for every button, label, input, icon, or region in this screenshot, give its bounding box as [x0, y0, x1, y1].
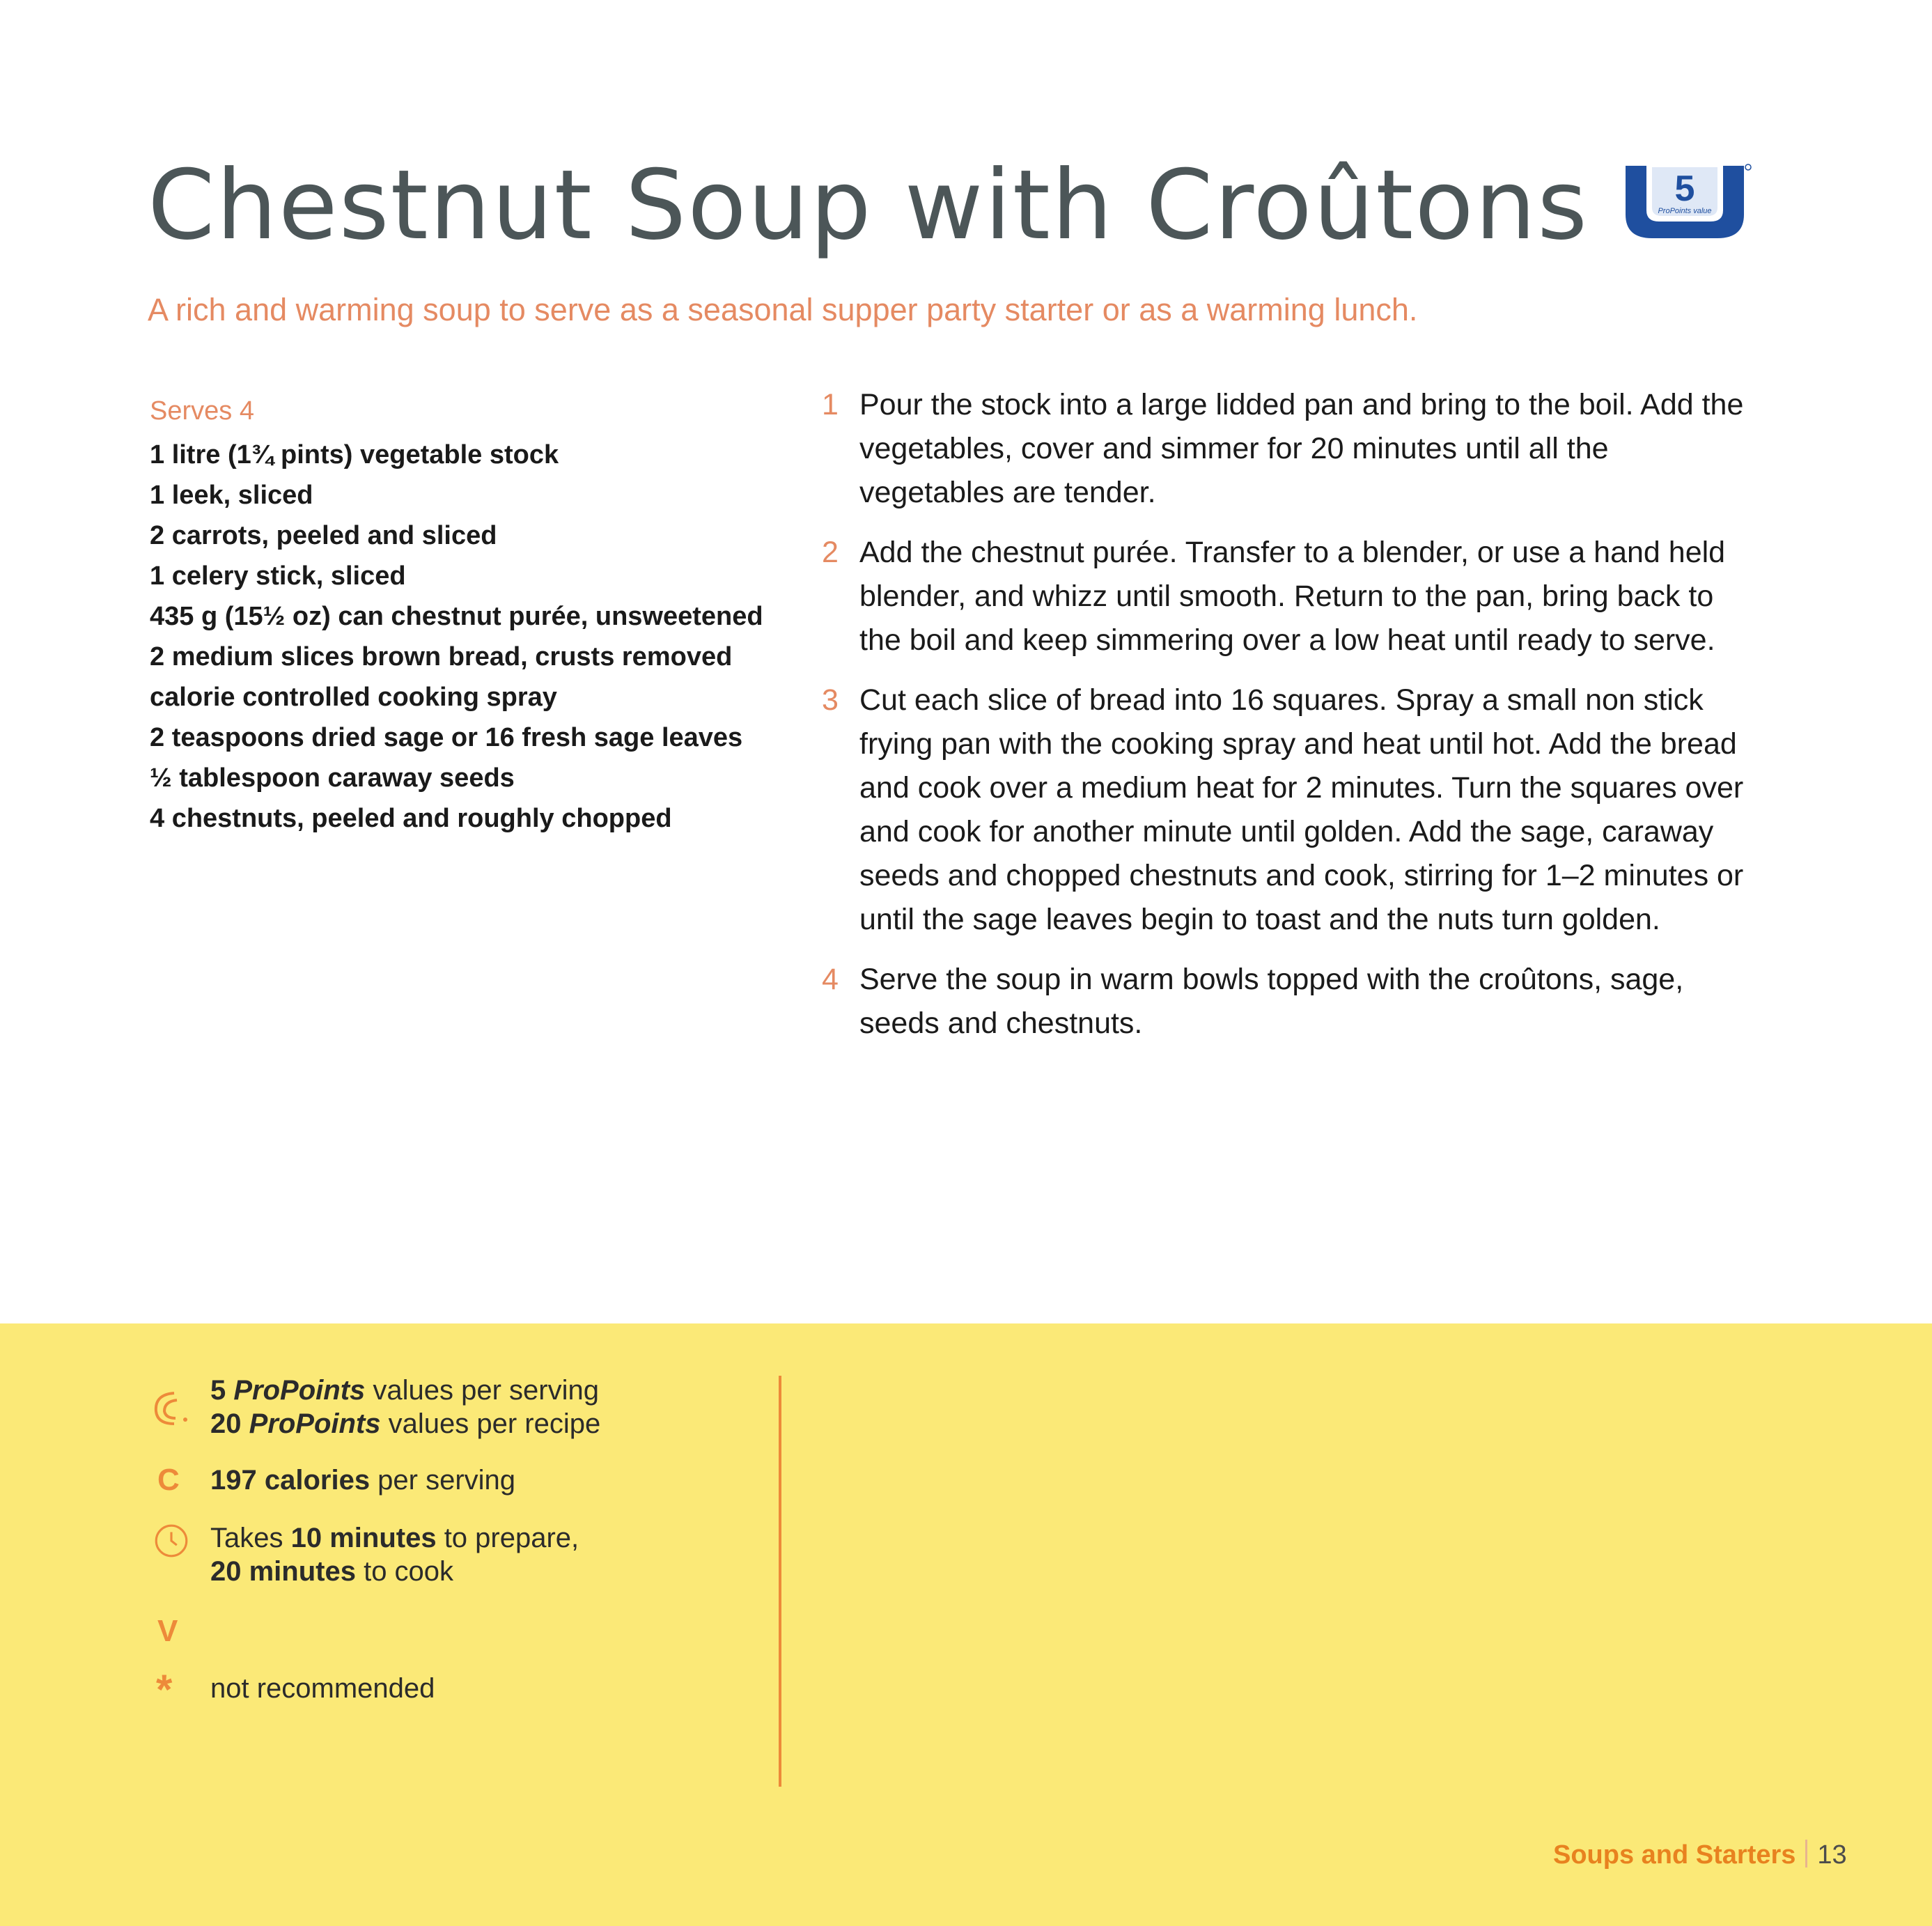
page-number: 13: [1817, 1840, 1847, 1870]
method-step: [822, 678, 1748, 942]
ingredient-item: calorie controlled cooking spray: [150, 683, 557, 712]
step-number: 4: [822, 963, 839, 996]
svg-text:ProPoints value: ProPoints value: [1658, 207, 1712, 215]
ingredient-item: ½ tablespoon caraway seeds: [150, 763, 515, 793]
propoints-badge-icon: [1616, 160, 1754, 242]
ingredient-item: 2 teaspoons dried sage or 16 fresh sage leaves: [150, 723, 743, 752]
step-number: 2: [822, 536, 839, 569]
freezer-star-icon: *: [156, 1666, 173, 1713]
freezing-text: not recommended: [210, 1673, 435, 1704]
serves-label: Serves 4: [150, 396, 254, 426]
ingredient-item: 2 medium slices brown bread, crusts removed: [150, 642, 733, 671]
propoints-badge: [1616, 160, 1754, 242]
prep-time: Takes 10 minutes to prepare,: [210, 1523, 579, 1553]
propoints-recipe: 20 ProPoints values per recipe: [210, 1408, 601, 1439]
step-text: Cut each slice of bread into 16 squares. Spray a small non stick frying pan with the cooking spray and heat until hot. Add the bread and cook over a medium heat for 2 minutes. Turn the squares over and cook for another minute until golden. Add the sage, caraway seeds and chopped chestnuts and cook, stirring for 1–2 minutes or until the sage leaves begin to toast and the nuts turn golden.: [859, 683, 1744, 936]
method-step: [822, 383, 1748, 515]
ingredient-item: 1 litre (1¾ pints) vegetable stock: [150, 440, 559, 469]
method-step: [822, 531, 1748, 662]
step-text: Add the chestnut purée. Transfer to a blender, or use a hand held blender, and whizz until smooth. Return to the pan, bring back to the boil and keep simmering over a low heat until ready to serve.: [859, 536, 1726, 657]
svg-text:5: 5: [1674, 169, 1695, 209]
calories-c-icon: C: [157, 1463, 180, 1497]
method-steps: [822, 383, 1748, 1062]
ingredient-item: 1 leek, sliced: [150, 481, 313, 510]
footer-separator: [1805, 1840, 1807, 1867]
footer-section-title: Soups and Starters: [1553, 1840, 1796, 1870]
propoints-swirl-icon: [146, 1383, 196, 1434]
calories-text: 197 calories per serving: [210, 1465, 516, 1496]
ingredient-item: 2 carrots, peeled and sliced: [150, 521, 497, 550]
ingredient-item: 1 celery stick, sliced: [150, 561, 406, 591]
panel-divider: [779, 1376, 781, 1787]
vegetarian-v-icon: V: [157, 1614, 178, 1648]
step-text: Serve the soup in warm bowls topped with the croûtons, sage, seeds and chestnuts.: [859, 963, 1684, 1040]
clock-icon: [152, 1521, 191, 1560]
propoints-serving: 5 ProPoints values per serving: [210, 1375, 600, 1406]
ingredient-item: 4 chestnuts, peeled and roughly chopped: [150, 804, 672, 833]
ingredients-list: [150, 439, 777, 843]
page-footer: [1553, 1838, 1847, 1872]
cook-time: 20 minutes to cook: [210, 1556, 454, 1587]
method-step: [822, 958, 1748, 1046]
recipe-title: Chestnut Soup with Croûtons: [148, 149, 1589, 261]
step-number: 3: [822, 683, 839, 717]
ingredient-item: 435 g (15½ oz) can chestnut purée, unsweetened: [150, 602, 763, 631]
step-number: 1: [822, 388, 839, 421]
recipe-subtitle: A rich and warming soup to serve as a seasonal supper party starter or as a warming lunch.: [148, 292, 1418, 327]
step-text: Pour the stock into a large lidded pan and bring to the boil. Add the vegetables, cover and simmer for 20 minutes until all the vegetables are tender.: [859, 388, 1744, 509]
